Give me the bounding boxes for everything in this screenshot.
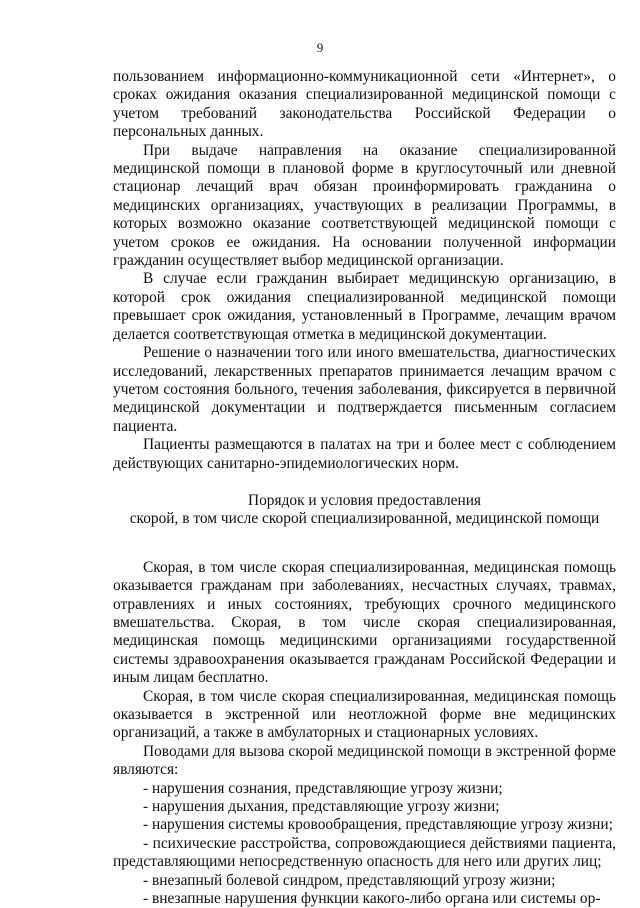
paragraph: пользованием информационно-коммуникационной сети «Интернет», о сроках ожидания оказания специализированной медицинской помощи с учетом требований законодательства Российской Федерации о персональных данных.: [113, 68, 616, 141]
document-body: [113, 68, 616, 908]
paragraph: Решение о назначении того или иного вмешательства, диагностических исследований, лекарственных препаратов принимается лечащим врачом с учетом состояния больного, течения заболевания, фиксируется в первичной медицинской документации и подтверждается письменным согласием пациента.: [113, 344, 616, 435]
list-item: - нарушения сознания, представляющие угрозу жизни;: [143, 779, 503, 797]
paragraph: Скорая, в том числе скорая специализированная, медицинская помощь оказывается в экстренной или неотложной форме вне медицинских организаций, а также в амбулаторных и стационарных условиях.: [113, 687, 616, 742]
list-item: - внезапный болевой синдром, представляющий угрозу жизни;: [143, 871, 556, 889]
section-heading-line: скорой, в том числе скорой специализированной, медицинской помощи: [129, 510, 600, 528]
list-item: - внезапные нарушения функции какого-либо органа или системы ор-: [143, 890, 601, 908]
section-heading-line: Порядок и условия предоставления: [247, 491, 482, 509]
page-number: 9: [316, 40, 324, 55]
list-item: - нарушения дыхания, представляющие угрозу жизни;: [143, 798, 500, 816]
list-item: - нарушения системы кровообращения, представляющие угрозу жизни;: [143, 816, 613, 834]
paragraph: При выдаче направления на оказание специализированной медицинской помощи в плановой форме в круглосуточный или дневной стационар лечащий врач обязан проинформировать гражданина о медицинских организациях, участвующих в реализации Программы, в которых возможно оказание соответствующей медицинской помощи с учетом сроков ее ожидания. На основании полученной информации гражданин осуществляет выбор медицинской организации.: [113, 141, 616, 270]
paragraph: Поводами для вызова скорой медицинской помощи в экстренной форме являются:: [113, 742, 616, 779]
list-item: - психические расстройства, сопровождающиеся действиями пациента, представляющими непосредственную опасность для него или других лиц;: [113, 834, 616, 871]
paragraph: Пациенты размещаются в палатах на три и более мест с соблюдением действующих санитарно-эпидемиологических норм.: [113, 436, 616, 472]
paragraph: Скорая, в том числе скорая специализированная, медицинская помощь оказывается гражданам при заболеваниях, несчастных случаях, травмах, отравлениях и иных состояниях, требующих срочного медицинского вмешательства. Скорая, в том числе скорая специализированная, медицинская помощь медицинскими организациями государственной системы здравоохранения оказывается гражданам Российской Федерации и иным лицам бесплатно.: [113, 558, 616, 687]
section-heading: [113, 492, 616, 529]
paragraph: В случае если гражданин выбирает медицинскую организацию, в которой срок ожидания специализированной медицинской помощи превышает срок ожидания, установленный в Программе, лечащим врачом делается соответствующая отметка в медицинской документации.: [113, 270, 616, 343]
